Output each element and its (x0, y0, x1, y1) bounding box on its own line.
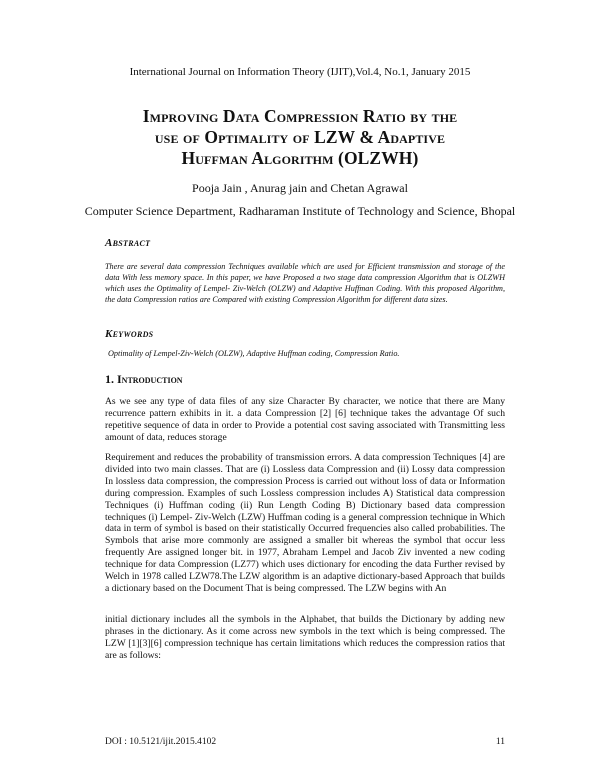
journal-header: International Journal on Information Theory (IJIT),Vol.4, No.1, January 2015 (129, 66, 471, 78)
keywords-heading: Keywords (105, 328, 154, 340)
author-list: Pooja Jain , Anurag jain and Chetan Agrawal (192, 181, 408, 195)
abstract-heading: Abstract (105, 237, 151, 249)
title-line: use of Optimality of LZW & Adaptive (154, 127, 446, 147)
body-paragraph: initial dictionary includes all the symbols in the Alphabet, that builds the Dictionary by adding new phrases in the dictionary. As it come across new symbols in the text which is being compressed. The LZW [1][3][6] compression technique has certain limitations which reduces the compression ratios that are as follows: (105, 614, 505, 661)
section-heading: 1. Introduction (105, 372, 183, 386)
paper-title (60, 106, 540, 169)
affiliation: Computer Science Department, Radharaman Institute of Technology and Science, Bhopal (84, 204, 516, 218)
body-paragraph: Requirement and reduces the probability of transmission errors. A data compression Techniques [4] are divided into two main classes. That are (i) Lossless data Compression and (ii) Lossy data compression In lossless data compression, the compression Process is carried out without loss of data or Information during compression. Examples of such Lossless compression includes A) Statistical data compression Techniques (i) Huffman coding (ii) Run Length Coding B) Dictionary based data compression techniques (i) Lempel- Ziv-Welch (LZW) Huffman coding is a general compression technique in Which data in term of symbol is based on their statistically Occurred frequencies also called probabilities. The Symbols that arise more commonly are assigned a smaller bit whereas the symbol that occur less frequently Are assigned longer bit. in 1977, Abraham Lempel and Jacob Ziv invented a new coding technique for data Compression (LZ77) which uses dictionary for encoding the data Further revised by Welch in 1978 called LZW78.The LZW algorithm is an adaptive dictionary-based Approach that builds a dictionary based on the Document That is being compressed. The LZW begins with An (105, 452, 505, 594)
doi-footer: DOI : 10.5121/ijit.2015.4102 (105, 737, 217, 747)
keywords-text: Optimality of Lempel-Ziv-Welch (OLZW), Adaptive Huffman coding, Compression Ratio. (108, 349, 400, 358)
body-paragraph: As we see any type of data files of any size Character By character, we notice that there are Many recurrence pattern exhibits in it. a data Compression [2] [6] technique takes the advantage Of such repetitive sequence of data in order to Provide a potential cost saving associated with Transmitting less amount of data, reduces storage (105, 396, 505, 443)
page-number: 11 (495, 737, 505, 747)
abstract-text: There are several data compression Techniques available which are used for Efficient transmission and storage of the data With less memory space. In this paper, we have Proposed a two stage data compression Algorithm that is OLZWH which uses the Optimality of Lempel- Ziv-Welch (OLZW) and Adaptive Huffman Coding. With this proposed Algorithm, the data Compression ratios are Compared with existing Compression Algorithm for different data sizes. (105, 262, 505, 304)
title-line: Huffman Algorithm (OLZWH) (181, 148, 419, 168)
title-line: Improving Data Compression Ratio by the (142, 106, 458, 126)
